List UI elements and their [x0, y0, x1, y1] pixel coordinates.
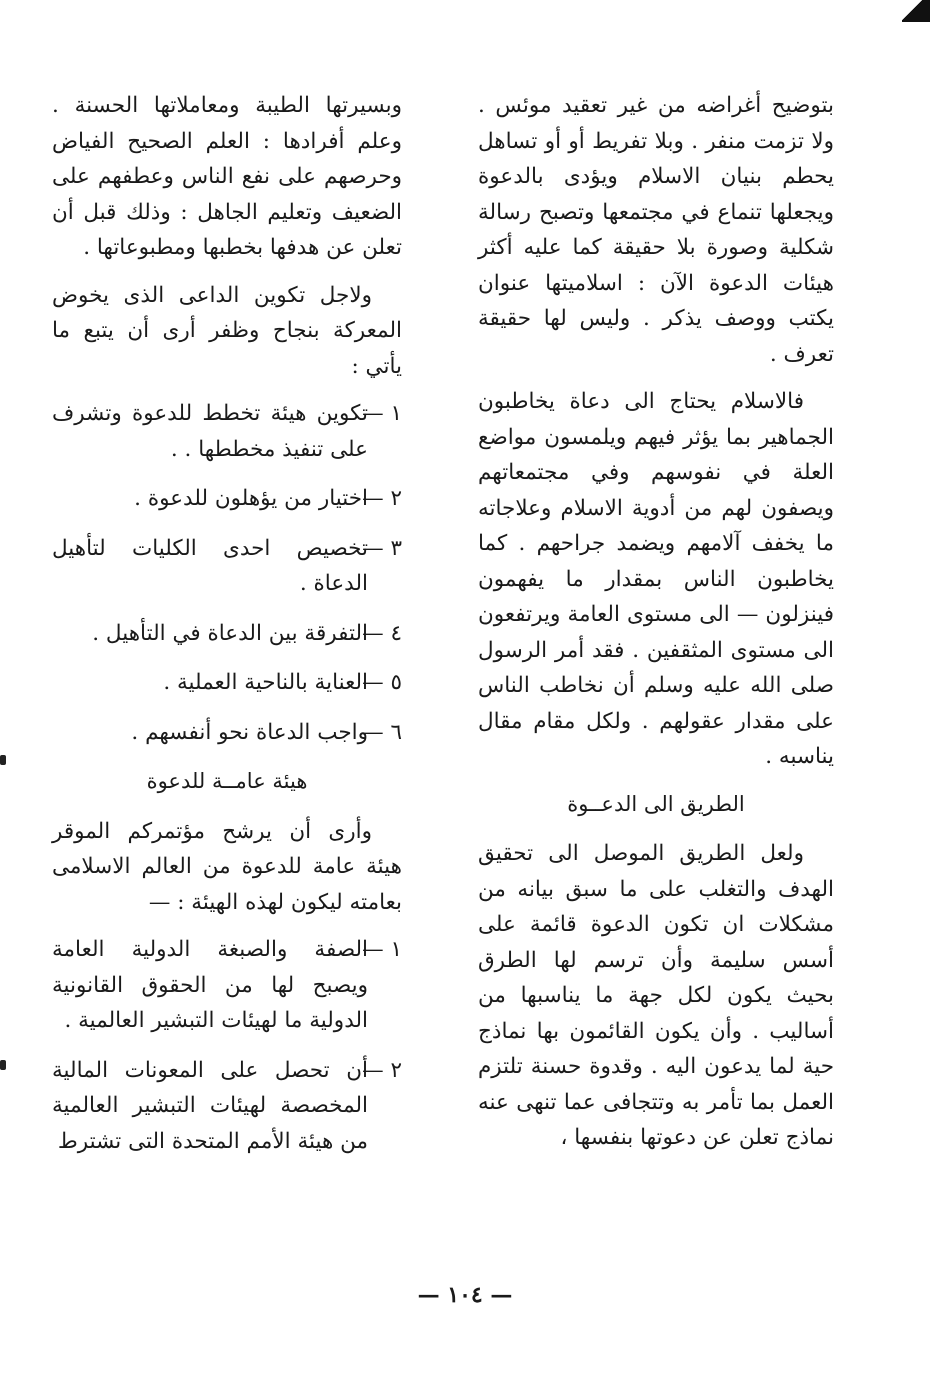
list-text: اختيار من يؤهلون للدعوة . — [134, 486, 368, 511]
list-number: ١ — — [362, 401, 402, 426]
list-item — [52, 932, 402, 1039]
edge-scan-mark — [0, 1060, 6, 1070]
list-item — [52, 481, 402, 517]
list-number: ٢ — — [362, 1057, 402, 1083]
numbered-list — [52, 932, 402, 1159]
paragraph: فالاسلام يحتاج الى دعاة يخاطبون الجماهير بما يؤثر فيهم ويلمسون مواضع العلة في نفوسهم وفي مجتمعاتهم ويصفون لهم من أدوية الاسلام وعلاجاته ما يخفف آلامهم ويضمد جراحهم . كما يخاطبون الناس بمقدار ما يفهمون فينزلون — الى مستوى العامة ويرتفعون الى مستوى المثقفين . فقد أمر الرسول صلى الله عليه وسلم أن نخاطب الناس على مقدار عقولهم . ولكل مقام مقال يناسبه . — [478, 389, 834, 769]
section-heading: الطريق الى الدعــوة — [567, 791, 745, 816]
edge-scan-mark — [0, 755, 6, 765]
corner-scan-mark — [902, 0, 930, 22]
right-column — [478, 88, 834, 1168]
list-text: تكوين هيئة تخطط للدعوة وتشرف على تنفيذ مخططها . . — [52, 401, 368, 462]
list-item — [52, 531, 402, 602]
list-item — [52, 396, 402, 467]
list-item — [52, 1053, 402, 1160]
paragraph: ولاجل تكوين الداعى الذى يخوض المعركة بنجاح وظفر أرى أن يتبع ما يأتي : — [52, 282, 402, 379]
list-number: ٣ — — [362, 535, 402, 561]
list-number: ١ — — [362, 937, 402, 962]
paragraph: وبسيرتها الطيبة ومعاملاتها الحسنة . وعلم أفرادها : العلم الصحيح الفياض وحرصهم على نفع الناس وعطفهم على الضعيف وتعليم الجاهل : وذلك قبل أن تعلن عن هدفها بخطبها ومطبوعاتها . — [52, 93, 402, 260]
list-item — [52, 616, 402, 652]
paragraph: ولعل الطريق الموصل الى تحقيق الهدف والتغلب على ما سبق بيانه من مشكلات ان تكون الدعوة قائمة على أسس سليمة وأن ترسم لها الطرق بحيث يكون لكل جهة ما يناسبها من أساليب . وأن يكون القائمون بها نماذج حية لما يدعون اليه . وقدوة حسنة تلتزم العمل بما تأمر به وتتجافى عما تنهى عنه نماذج تعلن عن دعوتها بنفسها ، — [478, 841, 834, 1150]
list-text: واجب الدعاة نحو أنفسهم . — [131, 719, 368, 745]
list-text: الصفة والصبغة الدولية العامة ويصبح لها من الحقوق القانونية الدولية ما لهيئات التبشير العالمية . — [52, 937, 368, 1033]
list-number: ٥ — — [362, 670, 402, 695]
list-number: ٢ — — [362, 486, 402, 511]
paragraph: بتوضيح أغراضه من غير تعقيد موئس . ولا تزمت منفر . وبلا تفريط أو أو تساهل يحطم بنيان الاسلام ويؤدى بالدعوة ويجعلها تنماع في مجتمعها وتصبح رسالة شكلية وصورة بلا حقيقة كما عليه أكثر هيئات الدعوة الآن : اسلاميتها عنوان يكتب ووصف يذكر . وليس لها حقيقة تعرف . — [478, 93, 834, 367]
section-heading: هيئة عامــة للدعوة — [146, 769, 308, 793]
page-number: — ١٠٤ — — [417, 1282, 513, 1308]
list-item — [52, 715, 402, 751]
list-number: ٦ — — [362, 719, 402, 745]
list-item — [52, 665, 402, 701]
list-text: العناية بالناحية العملية . — [163, 670, 368, 695]
list-number: ٤ — — [362, 620, 402, 646]
list-text: التفرقة بين الدعاة في التأهيل . — [92, 620, 368, 646]
list-text: تخصيص احدى الكليات لتأهيل الدعاة . — [52, 535, 368, 596]
numbered-list — [52, 396, 402, 750]
list-text: أن تحصل على المعونات المالية المخصصة لهيئات التبشير العالمية من هيئة الأمم المتحدة التى تشترط — [52, 1057, 368, 1154]
left-column — [52, 88, 402, 1173]
paragraph: وأرى أن يرشح مؤتمركم الموقر هيئة عامة للدعوة من العالم الاسلامى بعامته ليكون لهذه الهيئة : — — [52, 818, 402, 915]
